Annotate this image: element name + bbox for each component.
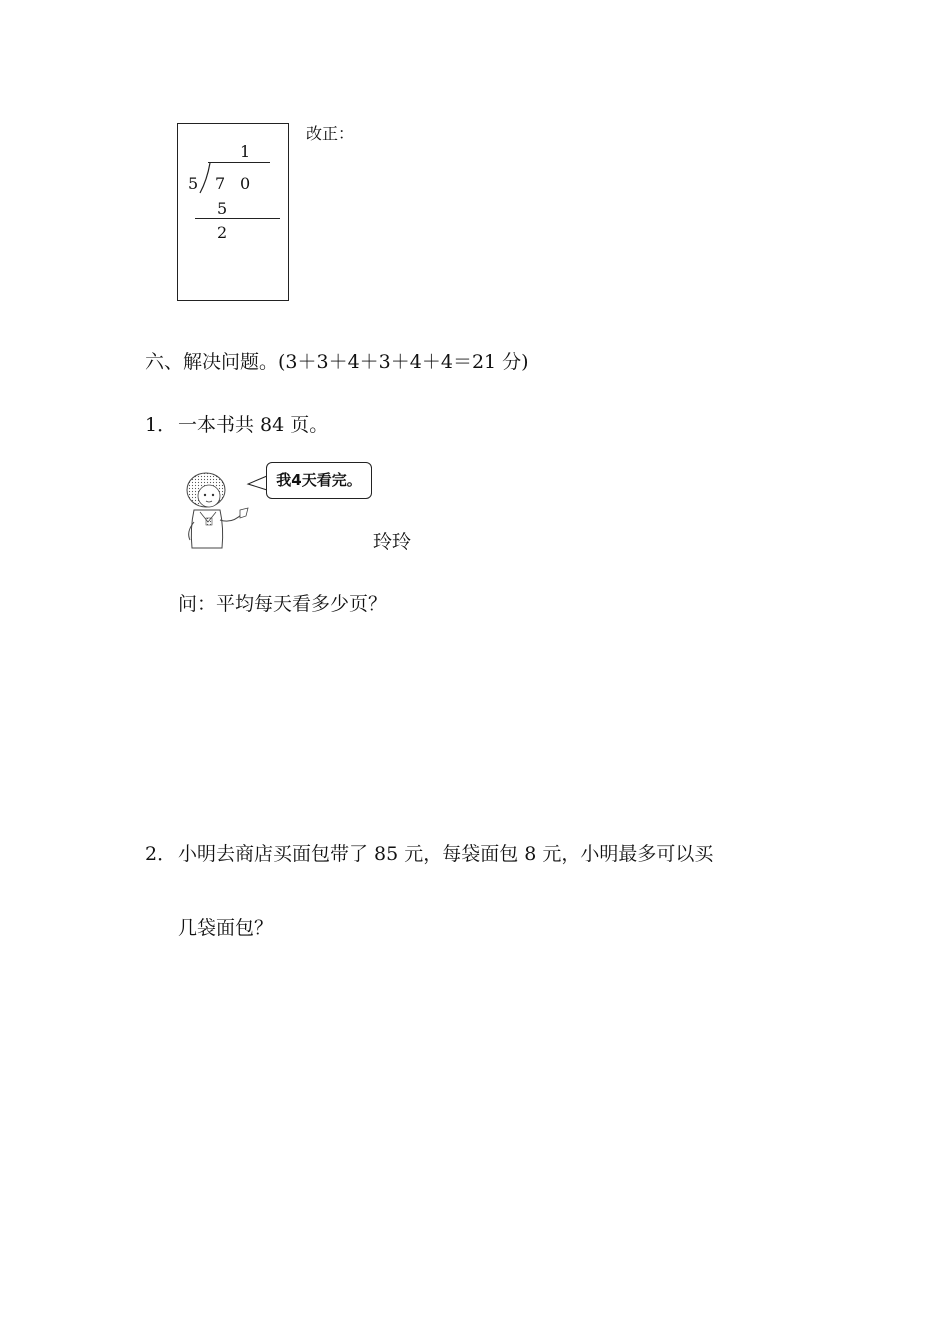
q2-text-line2: 几袋面包？ [178,917,274,939]
q2-text-line1: 小明去商店买面包带了 85 元，每袋面包 8 元，小明最多可以买 [178,843,714,865]
q2-number: 2． [145,843,177,865]
q1-number: 1． [145,414,177,436]
dividend-digit-2: 0 [240,174,251,193]
division-box [177,123,289,301]
correction-label: 改正： [306,124,355,143]
speech-bubble: 我4天看完。 [266,462,372,499]
bubble-tail [246,474,268,492]
section-heading: 六、解决问题。(3＋3＋4＋3＋4＋4＝21 分) [145,351,529,373]
q1-text: 一本书共 84 页。 [178,414,329,436]
remainder-digit: 2 [217,223,228,242]
division-bar [208,162,270,163]
divisor: 5 [188,174,199,193]
q1-question: 问：平均每天看多少页？ [178,593,388,615]
subtraction-line [195,218,280,219]
product-digit: 5 [217,199,228,218]
girl-reading-illustration [176,466,256,552]
division-bracket [198,162,212,194]
quotient-digit: 1 [240,142,251,161]
character-name: 玲玲 [373,531,412,553]
dividend-digit-1: 7 [215,174,226,193]
